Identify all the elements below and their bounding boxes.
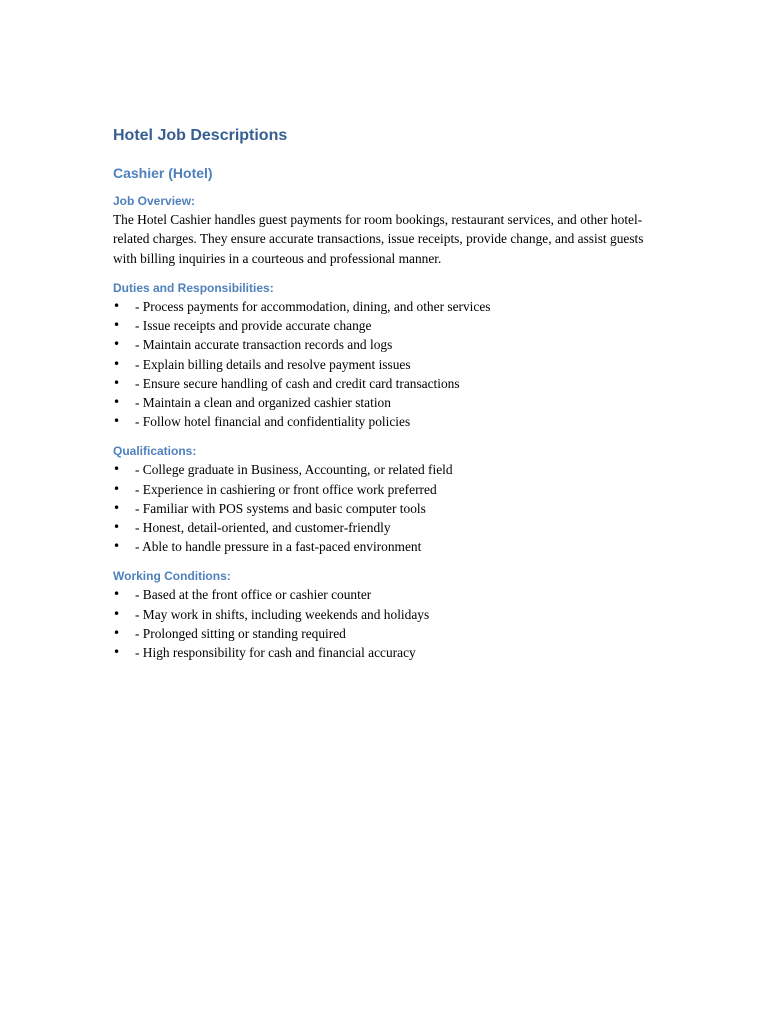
list-item-text: - Issue receipts and provide accurate change: [135, 318, 372, 334]
working-conditions-heading: Working Conditions:: [113, 569, 231, 584]
list-item: [113, 335, 653, 354]
bullet-icon: •: [113, 481, 121, 496]
list-item-text: - Maintain accurate transaction records and logs: [135, 337, 393, 353]
list-item: [113, 316, 653, 335]
qualifications-section: [113, 443, 653, 556]
bullet-icon: •: [113, 337, 121, 352]
list-item: [113, 297, 653, 316]
list-item: [113, 605, 653, 624]
list-item-text: - High responsibility for cash and financial accuracy: [135, 644, 416, 660]
list-item: [113, 480, 653, 499]
job-overview-text: The Hotel Cashier handles guest payments for room bookings, restaurant services, and other hotel-related charges. They ensure accurate transactions, issue receipts, provide change, and assist guests with billing inquiries in a courteous and professional manner.: [113, 212, 644, 266]
list-item-text: - Follow hotel financial and confidentiality policies: [135, 414, 411, 430]
bullet-icon: •: [113, 625, 121, 640]
duties-section: [113, 280, 653, 431]
list-item: [113, 499, 653, 518]
bullet-icon: •: [113, 298, 121, 313]
bullet-icon: •: [113, 414, 121, 429]
list-item-text: - Process payments for accommodation, dining, and other services: [135, 298, 491, 314]
list-item: [113, 374, 653, 393]
bullet-icon: •: [113, 539, 121, 554]
job-title: Cashier (Hotel): [113, 165, 213, 181]
duties-heading: Duties and Responsibilities:: [113, 280, 274, 295]
bullet-icon: •: [113, 375, 121, 390]
bullet-icon: •: [113, 500, 121, 515]
list-item-text: - Experience in cashiering or front office work preferred: [135, 481, 437, 497]
duties-list: [113, 297, 653, 431]
bullet-icon: •: [113, 462, 121, 477]
list-item-text: - May work in shifts, including weekends and holidays: [135, 606, 430, 622]
bullet-icon: •: [113, 318, 121, 333]
job-overview-heading: Job Overview:: [113, 194, 196, 208]
list-item: [113, 624, 653, 643]
bullet-icon: •: [113, 606, 121, 621]
list-item: [113, 585, 653, 604]
qualifications-heading: Qualifications:: [113, 444, 197, 459]
list-item: [113, 537, 653, 556]
list-item-text: - Prolonged sitting or standing required: [135, 625, 346, 641]
list-item-text: - Based at the front office or cashier counter: [135, 587, 372, 603]
bullet-icon: •: [113, 644, 121, 659]
list-item-text: - Familiar with POS systems and basic computer tools: [135, 500, 426, 516]
list-item: [113, 643, 653, 662]
working-conditions-section: [113, 568, 653, 662]
list-item-text: - Honest, detail-oriented, and customer-friendly: [135, 519, 391, 535]
list-item: [113, 460, 653, 479]
qualifications-list: [113, 460, 653, 556]
list-item: [113, 412, 653, 431]
working-conditions-list: [113, 585, 653, 662]
list-item: [113, 393, 653, 412]
list-item: [113, 518, 653, 537]
list-item-text: - Maintain a clean and organized cashier station: [135, 394, 391, 410]
list-item: [113, 355, 653, 374]
document-page: [113, 123, 653, 674]
list-item-text: - Explain billing details and resolve payment issues: [135, 356, 411, 372]
list-item-text: - Ensure secure handling of cash and credit card transactions: [135, 375, 460, 391]
list-item-text: - Able to handle pressure in a fast-paced environment: [135, 539, 422, 555]
bullet-icon: •: [113, 587, 121, 602]
bullet-icon: •: [113, 519, 121, 534]
bullet-icon: •: [113, 356, 121, 371]
document-title: Hotel Job Descriptions: [113, 127, 288, 144]
bullet-icon: •: [113, 394, 121, 409]
job-overview-section: [113, 193, 653, 268]
list-item-text: - College graduate in Business, Accounting, or related field: [135, 462, 453, 478]
